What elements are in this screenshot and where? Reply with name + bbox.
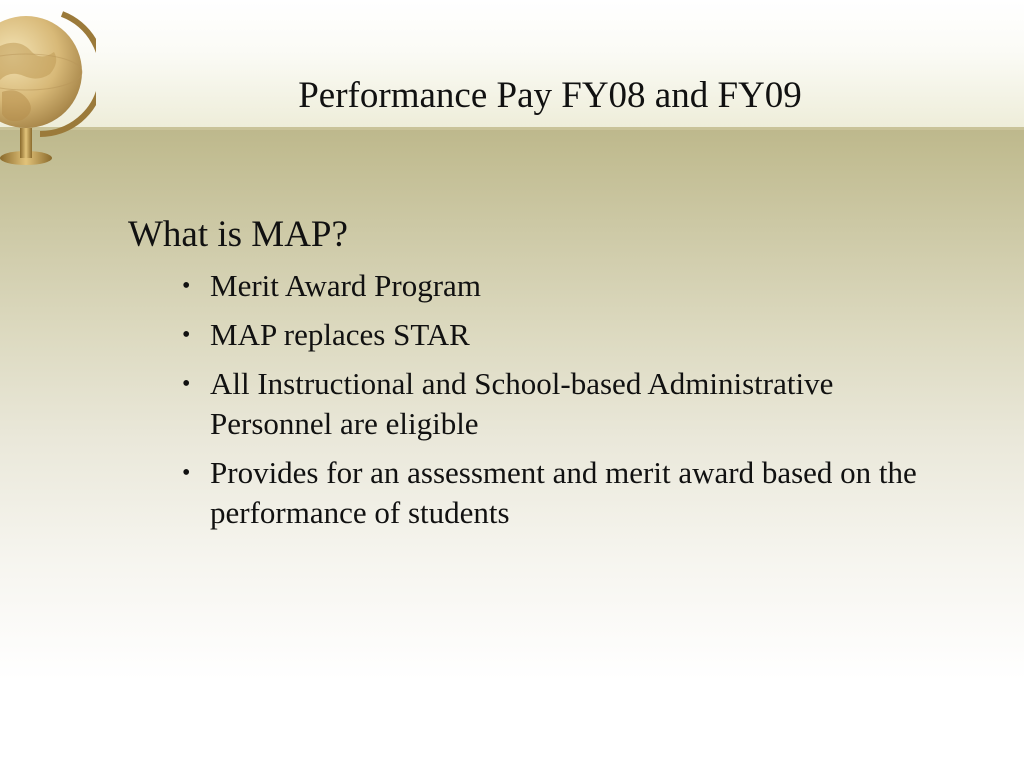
bullet-item <box>182 453 962 533</box>
bullet-dot: • <box>182 371 191 397</box>
bullet-dot: • <box>182 460 191 486</box>
section-heading: What is MAP? <box>128 214 348 255</box>
bullet-item <box>182 315 962 355</box>
bullet-dot: • <box>182 322 191 348</box>
bullet-list <box>182 266 962 542</box>
bullet-text: Provides for an assessment and merit award based on the performance of students <box>210 455 917 530</box>
bullet-dot: • <box>182 273 191 299</box>
bullet-text: MAP replaces STAR <box>210 317 470 352</box>
bullet-text: Merit Award Program <box>210 268 481 303</box>
bullet-text: All Instructional and School-based Administrative Personnel are eligible <box>210 366 834 441</box>
title-divider <box>0 127 1024 130</box>
bullet-item <box>182 266 962 306</box>
bullet-item <box>182 364 962 444</box>
slide-title: Performance Pay FY08 and FY09 <box>298 75 802 116</box>
